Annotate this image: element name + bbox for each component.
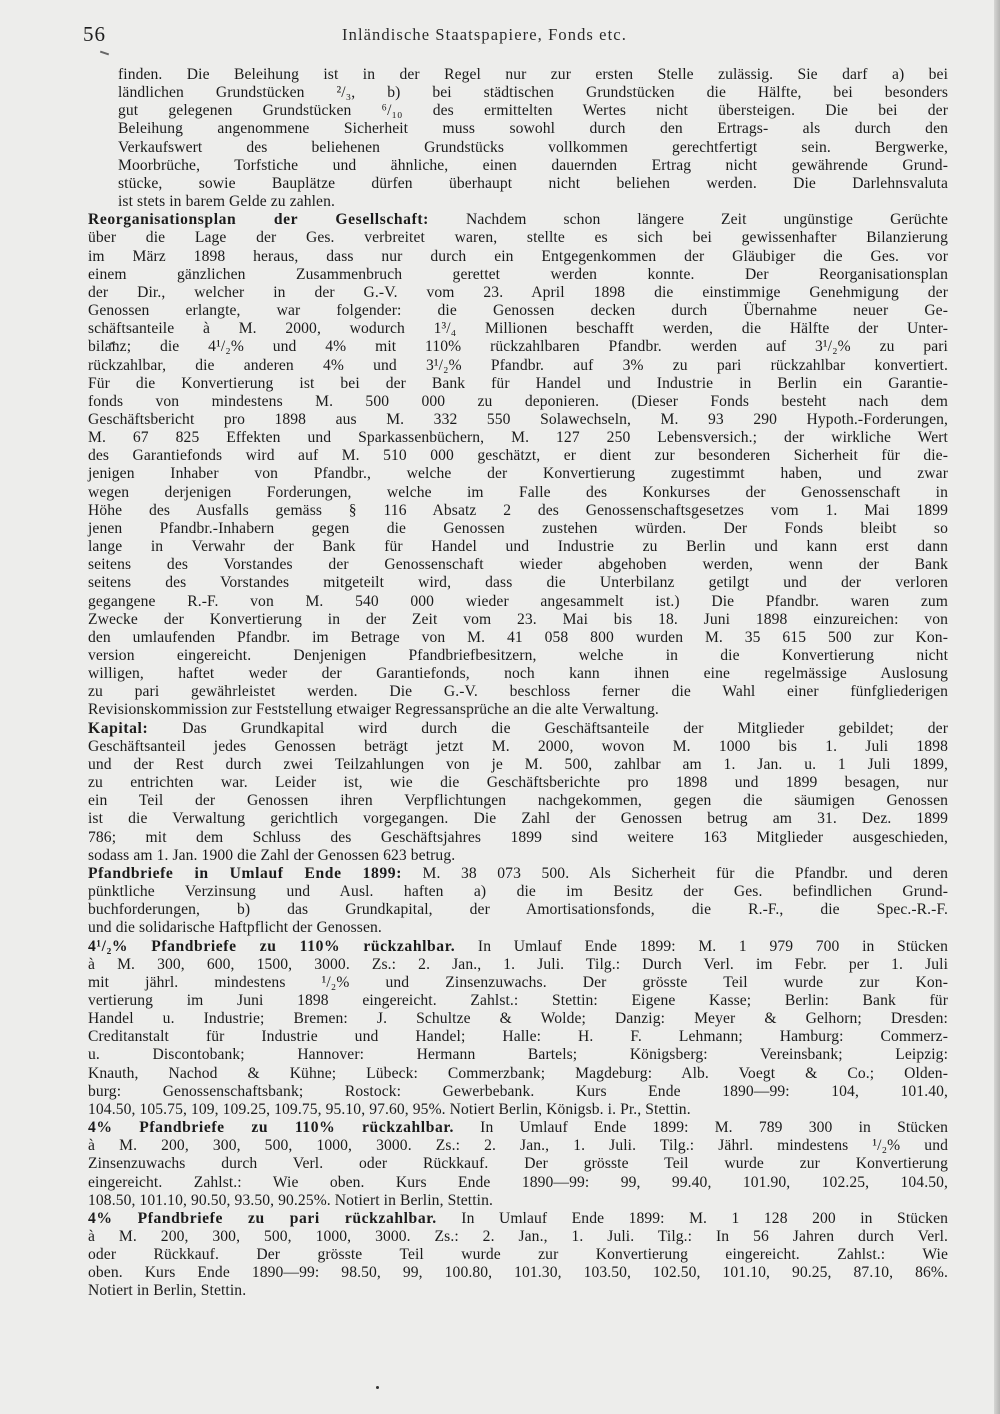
line-text: pünktliche Verzinsung und Ausl. haften a) die im Besitz der Ges. befindlichen Grund- bbox=[88, 883, 948, 901]
line-text: In Umlauf Ende 1899: M. 789 300 in Stücken bbox=[453, 1119, 949, 1137]
line-text: jenen Pfandbr.-Inhabern gegen die Genossen zustehen würden. Der Fonds bleibt so bbox=[88, 519, 948, 537]
line-text: Das Grundkapital wird durch die Geschäftsanteile der Mitglieder gebildet; der bbox=[148, 719, 948, 737]
line-text: Für die Konvertierung ist bei der Bank für Handel und Industrie in Berlin ein Garantie- bbox=[88, 374, 948, 392]
page-number: 56 bbox=[83, 22, 106, 46]
line-text: In Umlauf Ende 1899: M. 1 128 200 in Stücken bbox=[436, 1209, 948, 1227]
text-line bbox=[88, 864, 948, 883]
text-line bbox=[88, 610, 948, 629]
line-text: Zinsenzuwachs durch Verl. oder Rückkauf. Der grösste Teil wurde zur Konvertierung bbox=[88, 1155, 948, 1173]
line-text: zu entrichten war. Leider ist, wie die Geschäftsberichte pro 1898 und 1899 besagen, nur bbox=[88, 774, 948, 792]
paragraph-kapital bbox=[88, 720, 948, 865]
text-line bbox=[88, 1264, 948, 1282]
running-title: Inländische Staatspapiere, Fonds etc. bbox=[342, 25, 627, 44]
text-line bbox=[88, 1209, 948, 1228]
line-text: der Dir., welcher in der G.-V. vom 23. April 1898 die einstimmige Genehmigung der bbox=[88, 283, 948, 301]
text-line bbox=[88, 247, 948, 266]
line-text: 108.50, 101.10, 90.50, 93.50, 90.25%. Notiert in Berlin, Stettin. bbox=[88, 1191, 493, 1209]
text-line bbox=[88, 519, 948, 538]
section-heading: Reorganisationsplan der Gesellschaft: bbox=[88, 211, 429, 229]
text-line bbox=[88, 556, 948, 574]
line-text: Knauth, Nachod & Kühne; Lübeck: Commerzbank; Magdeburg: Alb. Voegt & Co.; Olden- bbox=[88, 1064, 948, 1082]
section-heading: 4% Pfandbriefe zu pari rückzahlbar. bbox=[88, 1209, 437, 1227]
text-line bbox=[118, 157, 948, 175]
line-text: M. 38 073 500. Als Sicherheit für die Pfandbr. und deren bbox=[401, 864, 948, 882]
paragraph-pfandbriefe-4-pari bbox=[88, 1210, 948, 1301]
line-text: Moorbrüche, Torfstiche und ähnliche, einen dauernden Ertrag nicht gewährende Grund- bbox=[118, 156, 948, 174]
text-line bbox=[88, 1246, 948, 1264]
paragraph-pfandbriefe-umlauf bbox=[88, 865, 948, 938]
line-text: Creditanstalt für Industrie und Handel; Halle: H. F. Lehmann; Hamburg: Commerz- bbox=[88, 1028, 948, 1046]
text-line bbox=[118, 193, 948, 211]
paragraph-pfandbriefe-4-5 bbox=[88, 938, 948, 1120]
line-text: Genossen erlangte, war folgender: die Genossen decken durch Übernahme neuer Ge- bbox=[88, 302, 948, 320]
text-line bbox=[118, 66, 948, 84]
line-text: willigen, haftet weder der Garantiefonds, noch kann ihnen eine regelmässige Auslosung bbox=[88, 665, 948, 683]
text-line bbox=[88, 265, 948, 284]
text-line bbox=[88, 810, 948, 828]
line-text: buchforderungen, b) das Grundkapital, der Amortisationsfonds, die R.-F., die Spec.-R.-F. bbox=[88, 901, 948, 919]
text-line bbox=[88, 1191, 948, 1210]
text-line bbox=[88, 901, 948, 919]
line-text: Geschäftsbericht pro 1898 aus M. 332 550 Solawechseln, M. 93 290 Hypoth.-Forderungen, bbox=[88, 410, 948, 428]
line-text: im März 1898 heraus, dass nur durch ein Entgegenkommen der Gläubiger die Ges. vor bbox=[88, 247, 948, 265]
line-text: Notiert in Berlin, Stettin. bbox=[88, 1282, 247, 1300]
text-line bbox=[88, 955, 948, 974]
text-line bbox=[88, 1119, 949, 1137]
text-line bbox=[88, 429, 948, 447]
text-line bbox=[88, 1155, 948, 1173]
line-text: jenigen Inhaber von Pfandbr., welche der Konvertierung zugestimmt haben, und zwar bbox=[88, 465, 948, 483]
text-line bbox=[88, 392, 948, 411]
line-text: wegen derjenigen Forderungen, welche im Falle des Konkurses der Genossenschaft in bbox=[88, 483, 948, 501]
line-text: ländlichen Grundstücken ²/₃, b) bei städtischen Grundstücken die Hälfte, bei besonders bbox=[118, 84, 948, 102]
ink-dot bbox=[376, 1386, 379, 1389]
line-text: den umlaufenden Pfandbr. im Betrage von M. 41 058 800 wurden M. 35 615 500 zur Kon- bbox=[88, 628, 948, 646]
line-text: finden. Die Beleihung ist in der Regel nur zur ersten Stelle zulässig. Sie darf a) bei bbox=[118, 66, 948, 83]
text-line bbox=[88, 755, 948, 774]
text-line bbox=[88, 501, 948, 520]
line-text: ein Teil der Genossen ihren Verpflichtungen nachgekommen, gegen die säumigen Genossen bbox=[88, 792, 948, 810]
text-line bbox=[118, 102, 948, 120]
ink-mark bbox=[100, 51, 109, 56]
text-line bbox=[88, 229, 948, 247]
line-text: M. 67 825 Effekten und Sparkassenbüchern, M. 127 250 Lebensversich.; der wirkliche Wert bbox=[88, 429, 948, 447]
line-text: über die Lage der Ges. verbreitet waren, stellte es sich bei gewissenhafter Bilanzierung bbox=[88, 229, 948, 247]
text-line bbox=[88, 338, 948, 356]
text-line bbox=[88, 919, 948, 937]
text-line bbox=[118, 175, 948, 193]
line-text: Verkaufswert des beliehenen Grundstücks vollkommen gerechtfertigt sein. Bergwerke, bbox=[118, 138, 948, 156]
text-line bbox=[88, 320, 948, 338]
line-text: mit jährl. mindestens ¹/₂% und Zinsenzuwachs. Der grösste Teil wurde zur Kon- bbox=[88, 973, 948, 991]
line-text: 786; mit dem Schluss des Geschäftsjahres 1899 sind weitere 163 Mitglieder ausgeschieden, bbox=[88, 828, 948, 846]
text-line bbox=[88, 283, 948, 302]
paragraph-reorganisation bbox=[88, 211, 948, 719]
text-line bbox=[88, 828, 948, 847]
section-heading: 4% Pfandbriefe zu 110% rückzahlbar. bbox=[88, 1119, 454, 1137]
line-text: u. Discontobank; Hannover: Hermann Bartels; Königsberg: Vereinsbank; Leipzig: bbox=[88, 1046, 948, 1064]
text-line bbox=[118, 120, 948, 138]
text-line bbox=[88, 483, 948, 502]
line-text: à M. 300, 600, 1500, 3000. Zs.: 2. Jan., 1. Juli. Tilg.: Durch Verl. im Febr. per 1. Juli bbox=[88, 955, 948, 973]
text-line bbox=[88, 1173, 948, 1192]
text-line bbox=[88, 937, 948, 956]
line-text: fonds von mindestens M. 500 000 zu deponieren. (Dieser Fonds besteht nach dem bbox=[88, 392, 948, 410]
text-line bbox=[88, 1082, 948, 1101]
line-text: oben. Kurs Ende 1890—99: 98.50, 99, 100.80, 101.30, 103.50, 102.50, 101.10, 90.25, 87.10, 86%. bbox=[88, 1264, 948, 1282]
text-line bbox=[88, 447, 948, 465]
text-line bbox=[88, 1064, 948, 1083]
text-line bbox=[88, 774, 948, 792]
line-text: vertierung im Juni 1898 eingereicht. Zahlst.: Stettin: Eigene Kasse; Berlin: Bank für bbox=[88, 991, 948, 1009]
text-line bbox=[88, 1100, 948, 1119]
line-text: schäftsanteile à M. 2000, wodurch 1³/₄ Millionen beschafft werden, die Hälfte der Unter- bbox=[88, 320, 948, 338]
line-text: In Umlauf Ende 1899: M. 1 979 700 in Stücken bbox=[455, 937, 948, 955]
text-line bbox=[88, 846, 948, 865]
text-line bbox=[88, 592, 948, 611]
text-line bbox=[88, 1137, 948, 1155]
text-line bbox=[88, 792, 948, 810]
line-text: rückzahlbar, die anderen 4% und 3¹/₂% Pfandbr. auf 3% zu pari rückzahlbar konvertiert. bbox=[88, 356, 948, 374]
line-text: Nachdem schon längere Zeit ungünstige Gerüchte bbox=[428, 211, 949, 229]
text-body bbox=[88, 66, 948, 1301]
line-text: sodass am 1. Jan. 1900 die Zahl der Genossen 623 betrug. bbox=[88, 846, 456, 864]
line-text: ist die Verwaltung gerichtlich vorgegangen. Die Zahl der Genossen betrug am 31. Dez. 1899 bbox=[88, 810, 948, 828]
line-text: Revisionskommission zur Feststellung etwaiger Regressansprüche an die alte Verwaltung. bbox=[88, 701, 659, 719]
text-line bbox=[88, 665, 948, 683]
text-line bbox=[88, 1010, 948, 1028]
line-text: oder Rückkauf. Der grösste Teil wurde zur Konvertierung eingereicht. Zahlst.: Wie bbox=[88, 1246, 948, 1264]
text-line bbox=[88, 1046, 948, 1064]
section-heading: Pfandbriefe in Umlauf Ende 1899: bbox=[88, 864, 402, 882]
line-text: 104.50, 105.75, 109, 109.25, 109.75, 95.10, 97.60, 95%. Notiert Berlin, Königsb. i. Pr., Stettin. bbox=[88, 1100, 691, 1118]
line-text: eingereicht. Zahlst.: Wie oben. Kurs Ende 1890—99: 99, 99.40, 101.90, 102.25, 104.50, bbox=[88, 1173, 948, 1191]
line-text: burg: Genossenschaftsbank; Rostock: Gewerbebank. Kurs Ende 1890—99: 104, 101.40, bbox=[88, 1082, 948, 1100]
scan-edge-shadow bbox=[994, 0, 1000, 1414]
line-text: lange in Verwahr der Bank für Handel und Industrie zu Berlin und kann erst dann bbox=[88, 538, 948, 556]
text-line bbox=[88, 683, 948, 701]
text-line bbox=[88, 1282, 948, 1300]
text-line bbox=[88, 302, 948, 320]
line-text: seitens des Vorstandes der Genossenschaft wieder abgehoben werden, wenn der Bank bbox=[88, 556, 948, 574]
section-heading: 4¹/₂% Pfandbriefe zu 110% rückzahlbar. bbox=[88, 937, 456, 955]
text-line bbox=[88, 1228, 948, 1246]
line-text: gut gelegenen Grundstücken ⁶/₁₀ des ermittelten Wertes nicht übersteigen. Die bei der bbox=[118, 102, 948, 120]
paragraph-pfandbriefe-4-110 bbox=[88, 1119, 948, 1210]
line-text: gegangene R.-F. von M. 540 000 wieder angesammelt ist.) Die Pfandbr. waren zum bbox=[88, 592, 948, 610]
line-text: Zwecke der Konvertierung in der Zeit vom 23. Mai bis 18. Juni 1898 einzureichen: von bbox=[88, 610, 948, 628]
text-line bbox=[88, 647, 948, 665]
line-text: Geschäftsanteil jedes Genossen beträgt jetzt M. 2000, wovon M. 1000 bis 1. Juli 1898 bbox=[88, 737, 948, 755]
text-line bbox=[118, 84, 948, 102]
text-line bbox=[88, 465, 948, 483]
text-line bbox=[88, 719, 948, 738]
text-line bbox=[88, 538, 948, 556]
line-text: des Garantiefonds wird auf M. 510 000 geschätzt, er dient zur besonderen Sicherheit für die- bbox=[88, 447, 948, 465]
line-text: seitens des Vorstandes mitgeteilt wird, dass die Unterbilanz getilgt und der verloren bbox=[88, 574, 948, 592]
text-line bbox=[88, 883, 948, 901]
line-text: à M. 200, 300, 500, 1000, 3000. Zs.: 2. Jan., 1. Juli. Tilg.: Jährl. mindestens ¹/₂% und bbox=[88, 1137, 948, 1155]
line-text: Handel u. Industrie; Bremen: J. Schultze & Wolde; Danzig: Meyer & Gelhorn; Dresden: bbox=[88, 1010, 948, 1028]
text-line bbox=[88, 356, 948, 375]
text-line bbox=[88, 211, 949, 229]
line-text: version eingereicht. Denjenigen Pfandbriefbesitzern, welche in die Konvertierung nicht bbox=[88, 647, 948, 664]
text-line bbox=[88, 374, 948, 393]
text-line bbox=[88, 991, 948, 1010]
text-line bbox=[88, 737, 948, 756]
line-text: bilanz; die 4¹/₂% und 4% mit 110% rückzahlbaren Pfandbr. werden auf 3¹/₂% zu pari bbox=[88, 338, 948, 356]
line-text: à M. 200, 300, 500, 1000, 3000. Zs.: 2. Jan., 1. Juli. Tilg.: In 56 Jahren durch Verl. bbox=[88, 1228, 948, 1245]
text-line bbox=[118, 139, 948, 157]
text-line bbox=[88, 410, 948, 429]
paragraph-intro bbox=[88, 66, 948, 211]
text-line bbox=[88, 574, 948, 592]
section-heading: Kapital: bbox=[88, 719, 149, 737]
line-text: Höhe des Ausfalls gemäss § 116 Absatz 2 des Genossenschaftsgesetzes vom 1. Mai 1899 bbox=[88, 501, 948, 519]
line-text: und der Rest durch zwei Teilzahlungen von je M. 500, zahlbar am 1. Jan. u. 1 Juli 1899, bbox=[88, 755, 948, 773]
line-text: und die solidarische Haftpflicht der Genossen. bbox=[88, 919, 382, 937]
text-line bbox=[88, 973, 948, 992]
line-text: zu pari gewährleistet werden. Die G.-V. beschloss ferner die Wahl einer fünfgliederigen bbox=[88, 683, 948, 701]
text-line bbox=[88, 628, 948, 647]
line-text: Beleihung angenommene Sicherheit muss sowohl durch den Ertrags- als durch den bbox=[118, 120, 948, 138]
line-text: ist stets in barem Gelde zu zahlen. bbox=[118, 193, 335, 211]
text-line bbox=[88, 1028, 948, 1046]
line-text: stücke, sowie Bauplätze dürfen überhaupt nicht beliehen werden. Die Darlehnsvaluta bbox=[118, 174, 948, 192]
text-line bbox=[88, 701, 948, 719]
line-text: einem gänzlichen Zusammenbruch gerettet werden konnte. Der Reorganisationsplan bbox=[88, 265, 948, 283]
